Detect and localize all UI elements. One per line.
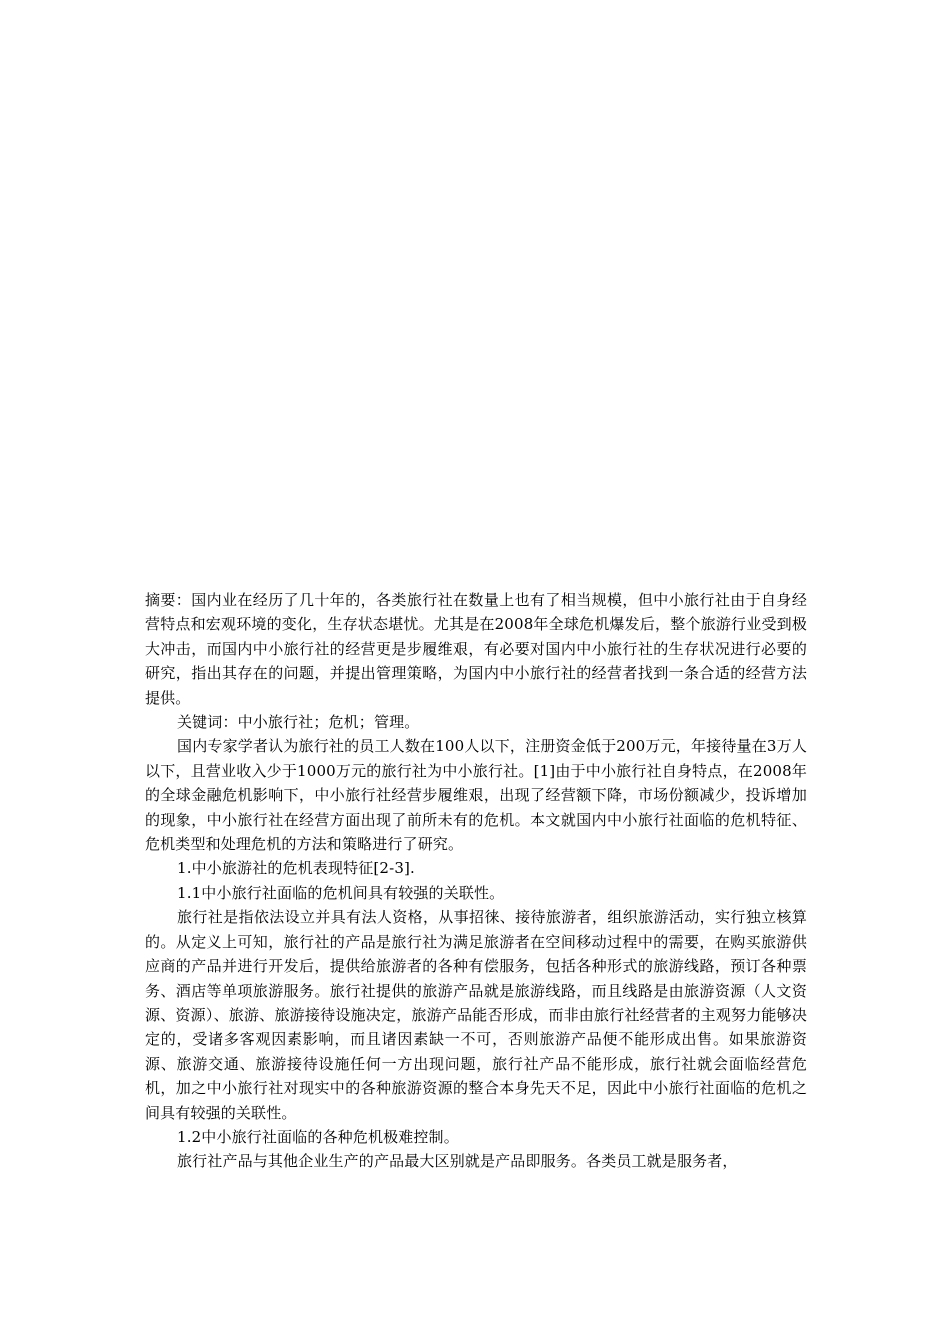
abstract-paragraph: 摘要：国内业在经历了几十年的，各类旅行社在数量上也有了相当规模，但中小旅行社由于自身经营特点和宏观环境的变化，生存状态堪忧。尤其是在2008年全球危机爆发后，整个旅游行业受到极大冲击，而国内中小旅行社的经营更是步履维艰，有必要对国内中小旅行社的生存状况进行必要的研究，指出其存在的问题，并提出管理策略，为国内中小旅行社的经营者找到一条合适的经营方法提供。: [145, 591, 807, 707]
section-heading-1: 1.中小旅游社的危机表现特征[2-3].: [177, 859, 415, 878]
section-heading-1-2: 1.2中小旅行社面临的各种危机极难控制。: [177, 1127, 459, 1146]
section-heading-1-1: 1.1中小旅行社面临的危机间具有较强的关联性。: [177, 883, 505, 902]
section-body-1-2: 旅行社产品与其他企业生产的产品最大区别就是产品即服务。各类员工就是服务者，: [177, 1152, 738, 1171]
document-body: [145, 588, 807, 1174]
keywords-paragraph: 关键词：中小旅行社；危机；管理。: [177, 713, 420, 732]
intro-paragraph: 国内专家学者认为旅行社的员工人数在100人以下，注册资金低于200万元，年接待量在3万人以下，且营业收入少于1000万元的旅行社为中小旅行社。[1]由于中小旅行社自身特点，在2008年的全球金融危机影响下，中小旅行社经营步履维艰，出现了经营额下降，市场份额减少，投诉增加的现象，中小旅行社在经营方面出现了前所未有的危机。本文就国内中小旅行社面临的危机特征、危机类型和处理危机的方法和策略进行了研究。: [145, 737, 807, 854]
section-body-1-1: 旅行社是指依法设立并具有法人资格，从事招徕、接待旅游者，组织旅游活动，实行独立核算的。从定义上可知，旅行社的产品是旅行社为满足旅游者在空间移动过程中的需要，在购买旅游供应商的产品并进行开发后，提供给旅游者的各种有偿服务，包括各种形式的旅游线路，预订各种票务、酒店等单项旅游服务。旅行社提供的旅游产品就是旅游线路，而且线路是由旅游资源（人文资源、资源）、旅游、旅游接待设施决定，旅游产品能否形成，而非由旅行社经营者的主观努力能够决定的，受诸多客观因素影响，而且诸因素缺一不可，否则旅游产品便不能形成出售。如果旅游资源、旅游交通、旅游接待设施任何一方出现问题，旅行社产品不能形成，旅行社就会面临经营危机，加之中小旅行社对现实中的各种旅游资源的整合本身先天不足，因此中小旅行社面临的危机之间具有较强的关联性。: [145, 908, 807, 1122]
